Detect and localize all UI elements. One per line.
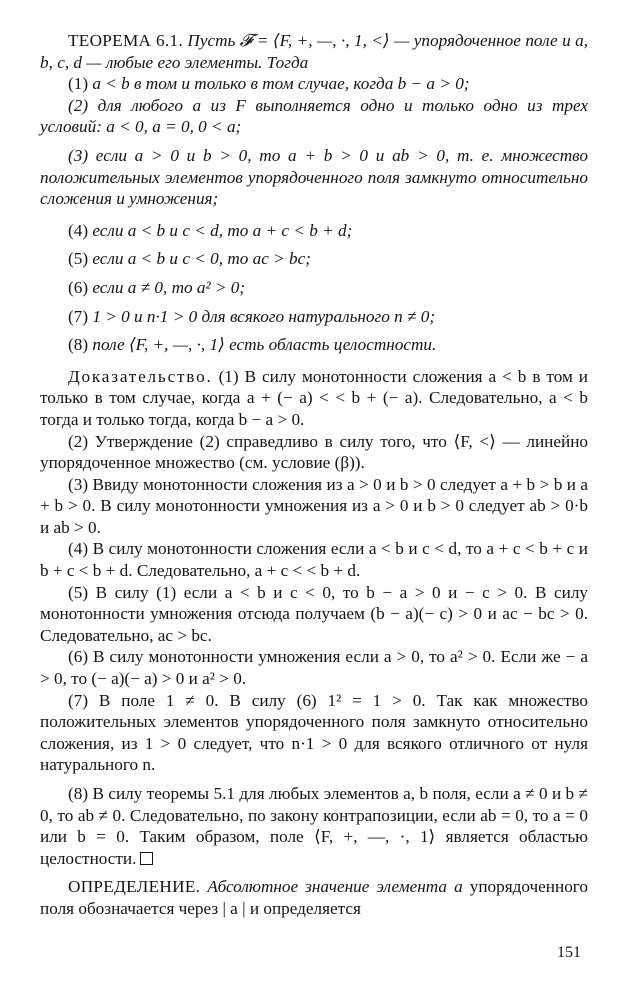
- item-text: если a < b и c < d, то a + c < b + d;: [92, 220, 353, 240]
- theorem-intro: Пусть 𝓕 = ⟨F, +, —, ·, 1, <⟩ — упорядоченное поле и a, b, c, d — любые его элементы. Тогда: [40, 31, 588, 72]
- proof-text: (8) В силу теоремы 5.1 для любых элементов a, b поля, если a ≠ 0 и b ≠ 0, то ab ≠ 0. Следовательно, по закону контрапозиции, если ab = 0, то a = 0 или b = 0. Таким образом, поле ⟨F, +, —, ·, 1⟩ является областью целостности.: [40, 784, 588, 868]
- definition-paragraph: [40, 876, 588, 919]
- definition-label: ОПРЕДЕЛЕНИЕ.: [68, 877, 201, 897]
- item-text: a < b в том и только в том случае, когда b − a > 0;: [92, 74, 470, 94]
- proof-text: (1) В силу монотонности сложения a < b в том и только в том случае, когда a + (− a) < < b + (− a). Следовательно, a < b тогда и только тогда, когда b − a > 0.: [40, 366, 588, 429]
- proof-paragraph: [40, 783, 588, 869]
- page-text: [40, 30, 588, 920]
- item-text: 1 > 0 и n·1 > 0 для всякого натурального n ≠ 0;: [92, 306, 436, 326]
- proof-paragraph: (3) Ввиду монотонности сложения из a > 0 и b > 0 следует a + b > b и a + b > 0. В силу монотонности умножения из a > 0 и b > 0 следует ab > 0·b и ab > 0.: [40, 474, 588, 537]
- item-text: для любого a из F выполняется одно и только одно из трех условий: a < 0, a = 0, 0 < a;: [40, 95, 588, 137]
- item-number: (1): [68, 74, 89, 94]
- definition-text: упорядоченного поля обозначается через | a | и определяется: [40, 877, 589, 918]
- theorem-statement: [40, 30, 588, 73]
- qed-square-icon: [140, 852, 153, 865]
- item-text: если a < b и c < 0, то ac > bc;: [92, 249, 311, 269]
- item-number: (8): [68, 335, 89, 355]
- definition-italic: Абсолютное значение элемента a: [207, 877, 463, 897]
- item-text: если a ≠ 0, то a² > 0;: [92, 277, 246, 297]
- theorem-item: [40, 334, 588, 356]
- item-number: (4): [68, 220, 89, 240]
- theorem-item: [40, 145, 588, 210]
- proof-paragraph: (2) Утверждение (2) справедливо в силу того, что ⟨F, <⟩ — линейно упорядоченное множество (см. условие (β)).: [40, 431, 588, 473]
- proof-paragraph: (4) В силу монотонности сложения если a < b и c < d, то a + c < b + c и b + c < b + d. Следовательно, a + c < < b + d.: [40, 539, 588, 581]
- theorem-item: [40, 248, 588, 270]
- item-number: (5): [68, 249, 89, 269]
- proof-paragraph: (6) В силу монотонности умножения если a > 0, то a² > 0. Если же − a > 0, то (− a)(− a) > 0 и a² > 0.: [40, 647, 588, 689]
- proof-paragraph: (5) В силу (1) если a < b и c < 0, то b − a > 0 и − c > 0. В силу монотонности умножения отсюда получаем (b − a)(− c) > 0 и ac − bc > 0. Следовательно, ac > bc.: [40, 582, 588, 645]
- item-text: если a > 0 и b > 0, то a + b > 0 и ab > 0, т. е. множество положительных элементов упорядоченного поля замкнуто относительно сложения и умножения;: [40, 145, 589, 209]
- item-number: (7): [68, 306, 89, 326]
- item-number: (2): [68, 95, 89, 115]
- theorem-label: ТЕОРЕМА 6.1.: [68, 31, 183, 50]
- theorem-item: [40, 220, 588, 242]
- item-number: (3): [68, 145, 89, 165]
- theorem-item: [40, 95, 588, 138]
- proof-paragraph: [40, 366, 588, 431]
- item-number: (6): [68, 277, 89, 297]
- theorem-item: [40, 277, 588, 299]
- theorem-item: [40, 73, 588, 95]
- theorem-item: [40, 306, 588, 328]
- page-number: 151: [557, 944, 581, 961]
- item-text: поле ⟨F, +, —, ·, 1⟩ есть область целостности.: [92, 335, 437, 355]
- proof-paragraph: (7) В поле 1 ≠ 0. В силу (6) 1² = 1 > 0. Так как множество положительных элементов упорядоченного поля замкнуто относительно сложения, из 1 > 0 следует, что n·1 > 0 для всякого отличного от нуля натурального n.: [40, 690, 588, 775]
- proof-label: Доказательство.: [68, 366, 213, 386]
